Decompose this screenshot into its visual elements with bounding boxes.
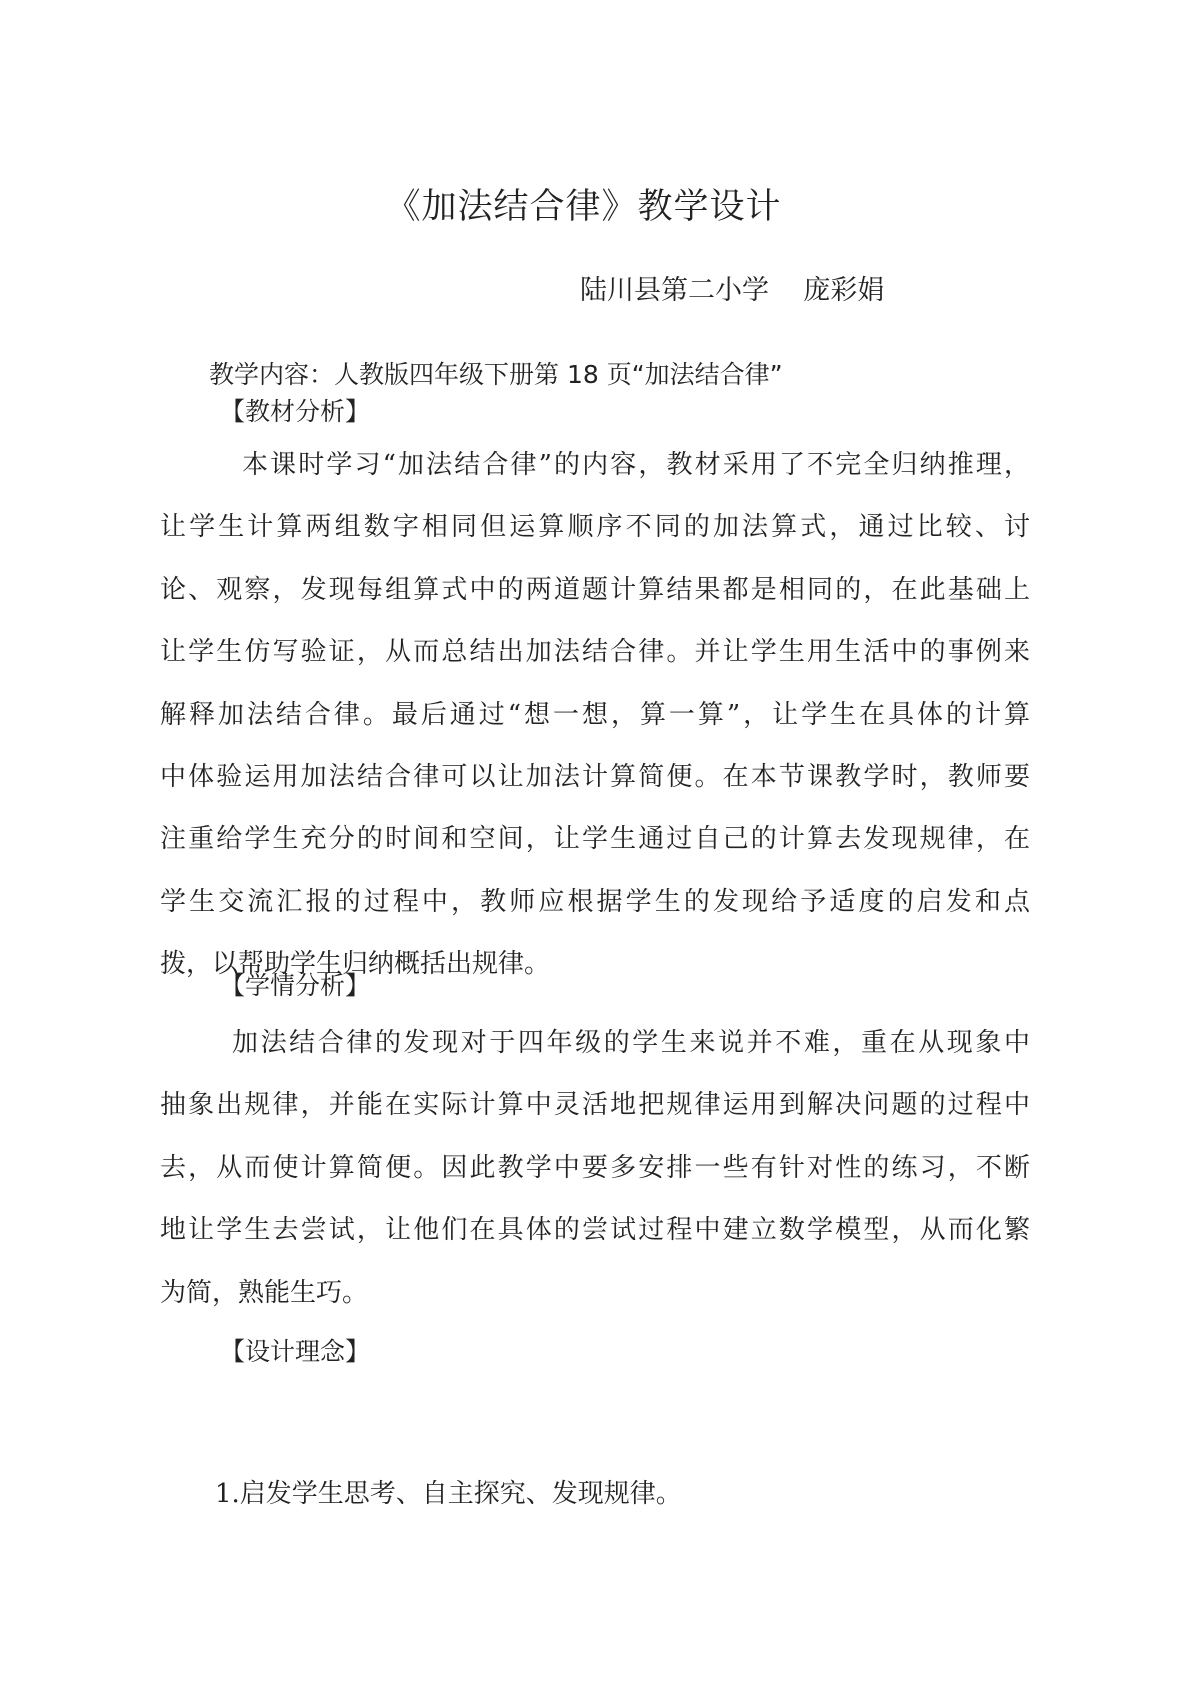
section-heading-material-analysis: 【教材分析】: [220, 397, 371, 426]
paragraph-line: 本课时学习“加法结合律”的内容，教材采用了不完全归纳推理，: [242, 450, 1030, 480]
document-title: [0, 182, 1191, 232]
design-concept-item-1: 1.启发学生思考、自主探究、发现规律。: [215, 1479, 682, 1509]
paragraph-line: 中体验运用加法结合律可以让加法计算简便。在本节课教学时，教师要: [160, 762, 1030, 793]
paragraph-line: 加法结合律的发现对于四年级的学生来说并不难，重在从现象中: [232, 1028, 1030, 1058]
paragraph-line: 去，从而使计算简便。因此教学中要多安排一些有针对性的练习，不断: [160, 1152, 1030, 1183]
paragraph-line: 解释加法结合律。最后通过“想一想，算一算”，让学生在具体的计算: [160, 699, 1030, 730]
paragraph-line: 地让学生去尝试，让他们在具体的尝试过程中建立数学模型，从而化繁: [160, 1215, 1030, 1246]
teaching-content: 教学内容：人教版四年级下册第 18 页“加法结合律”: [209, 360, 783, 389]
document-title-text: 《加法结合律》教学设计: [385, 187, 782, 227]
paragraph-line: 让学生仿写验证，从而总结出加法结合律。并让学生用生活中的事例来: [160, 637, 1030, 668]
paragraph-line: 论、观察，发现每组算式中的两道题计算结果都是相同的，在此基础上: [160, 574, 1030, 605]
section-heading-design-concept: 【设计理念】: [220, 1337, 371, 1366]
paragraph-line: 为简，熟能生巧。: [160, 1277, 369, 1308]
section-heading-learning-analysis: 【学情分析】: [220, 971, 371, 1000]
learning-analysis-paragraph: [160, 1012, 1030, 1324]
author-line: 陆川县第二小学 庞彩娟: [580, 275, 885, 306]
paragraph-line: 注重给学生充分的时间和空间，让学生通过自己的计算去发现规律，在: [160, 824, 1030, 855]
paragraph-line: 学生交流汇报的过程中，教师应根据学生的发现给予适度的启发和点: [160, 886, 1030, 917]
material-analysis-paragraph: [160, 434, 1030, 996]
paragraph-line: 拨，以帮助学生归纳概括出规律。: [160, 949, 551, 980]
paragraph-line: 抽象出规律，并能在实际计算中灵活地把规律运用到解决问题的过程中: [160, 1090, 1030, 1121]
paragraph-line: 让学生计算两组数字相同但运算顺序不同的加法算式，通过比较、讨: [160, 512, 1030, 543]
